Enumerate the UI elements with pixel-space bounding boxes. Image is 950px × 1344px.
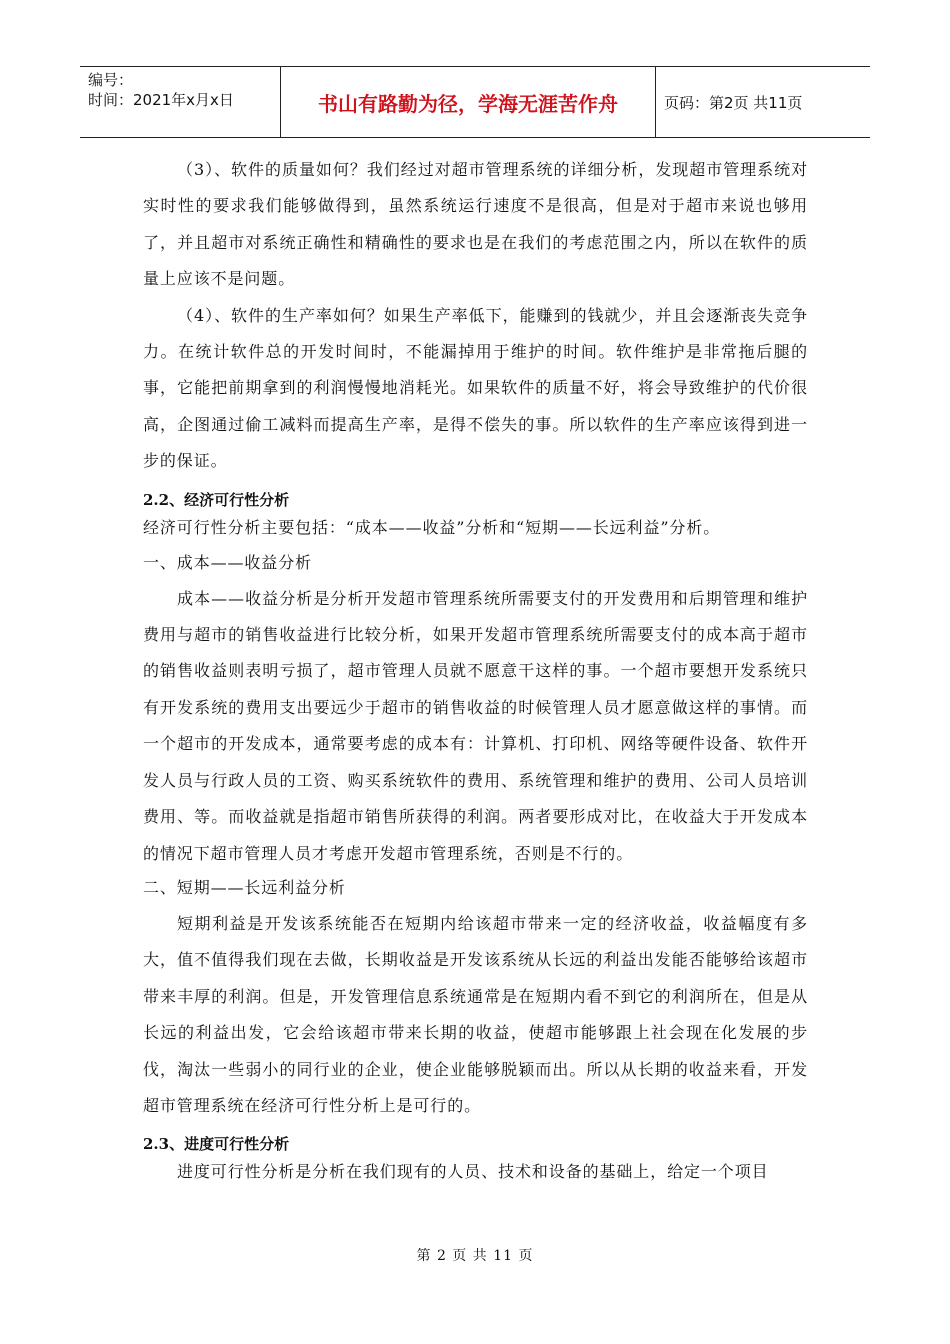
page-footer: 第 2 页 共 11 页 — [416, 1248, 534, 1264]
paragraph-cost-benefit: 成本——收益分析是分析开发超市管理系统所需要支付的开发费用和后期管理和维护费用与超市的销售收益进行比较分析，如果开发超市管理系统所需要支付的成本高于超市的销售收益则表明亏损了，超市管理人员就不愿意干这样的事。一个超市要想开发系统只有开发系统的费用支出要远少于超市的销售收益的时候管理人员才愿意做这样的事情。而一个超市的开发成本，通常要考虑的成本有：计算机、打印机、网络等硬件设备、软件开发人员与行政人员的工资、购买系统软件的费用、系统管理和维护的费用、公司人员培训费用、等。而收益就是指超市销售所获得的利润。两者要形成对比，在收益大于开发成本的情况下超市管理人员才考虑开发超市管理系统，否则是不行的。 — [143, 588, 808, 863]
section-heading-economic: 2.2、经济可行性分析 — [143, 490, 290, 509]
document-time-label: 时间：2021年x月x日 — [88, 91, 234, 109]
section-heading-schedule: 2.3、进度可行性分析 — [143, 1135, 290, 1154]
paragraph-quality: （3）、软件的质量如何？我们经过对超市管理系统的详细分析，发现超市管理系统对实时性的要求我们能够做得到，虽然系统运行速度不是很高，但是对于超市来说也够用了，并且超市对系统正确性和精确性的要求也是在我们的考虑范围之内，所以在软件的质量上应该不是问题。 — [143, 160, 808, 289]
document-body — [143, 152, 808, 1186]
header-page-info: 页码：第2页 共11页 — [664, 93, 803, 112]
paragraph-schedule: 进度可行性分析是分析在我们现有的人员、技术和设备的基础上，给定一个项目 — [177, 1162, 769, 1182]
economic-intro: 经济可行性分析主要包括：“成本——收益”分析和“短期——长远利益”分析。 — [143, 517, 721, 537]
header-info — [80, 67, 281, 137]
paragraph-productivity: （4）、软件的生产率如何？如果生产率低下，能赚到的钱就少，并且会逐渐丧失竞争力。在统计软件总的开发时间时，不能漏掉用于维护的时间。软件维护是非常拖后腿的事，它能把前期拿到的利润慢慢地消耗光。如果软件的质量不好，将会导致维护的代价很高，企图通过偷工减料而提高生产率，是得不偿失的事。所以软件的生产率应该得到进一步的保证。 — [143, 305, 808, 471]
paragraph-short-long: 短期利益是开发该系统能否在短期内给该超市带来一定的经济收益，收益幅度有多大，值不值得我们现在去做，长期收益是开发该系统从长远的利益出发能否能够给该超市带来丰厚的利润。但是，开发管理信息系统通常是在短期内看不到它的利润所在，但是从长远的利益出发，它会给该超市带来长期的收益，使超市能够跟上社会现在化发展的步伐，淘汰一些弱小的同行业的企业，使企业能够脱颖而出。所以从长期的收益来看，开发超市管理系统在经济可行性分析上是可行的。 — [143, 913, 808, 1115]
subheading-short-long: 二、短期——长远利益分析 — [143, 877, 346, 897]
document-number-label: 编号： — [88, 71, 134, 89]
subheading-cost-benefit: 一、成本——收益分析 — [143, 552, 313, 572]
page-header — [80, 66, 870, 138]
header-motto: 书山有路勤为径，学海无涯苦作舟 — [281, 67, 656, 137]
